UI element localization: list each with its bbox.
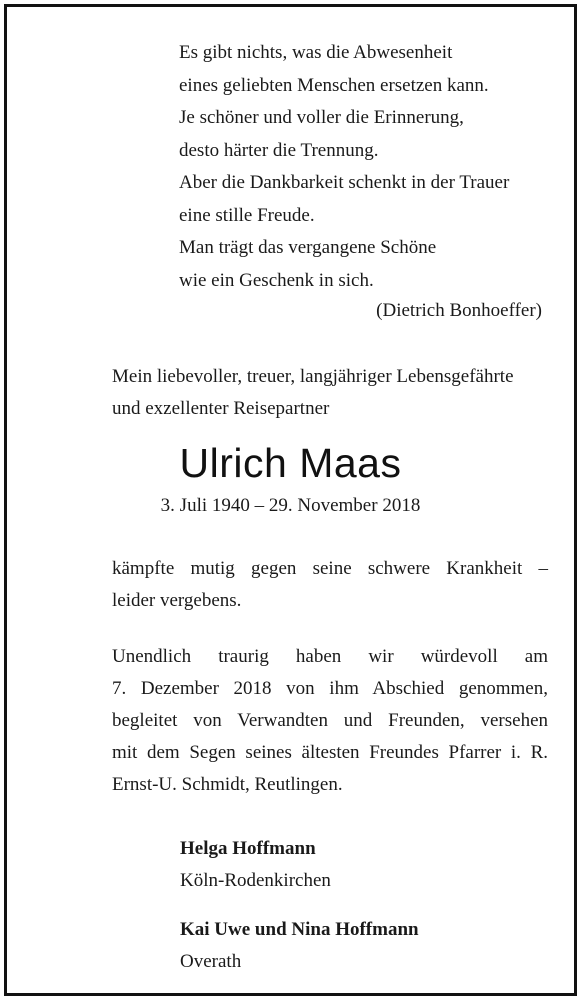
poem-line: eines geliebten Menschen ersetzen kann. <box>179 74 489 96</box>
paragraph-struggle <box>112 553 548 617</box>
mourner-name: Kai Uwe und Nina Hoffmann <box>180 919 419 940</box>
obituary-notice <box>4 4 577 996</box>
poem-line: eine stille Freude. <box>179 204 315 226</box>
mourner-name: Helga Hoffmann <box>180 838 316 859</box>
paragraph-line: 7. Dezember 2018 von ihm Abschied genommen, <box>112 678 548 699</box>
paragraph-line: mit dem Segen seines ältesten Freundes Pfarrer i. R. <box>112 742 548 763</box>
poem-line: Je schöner und voller die Erinnerung, <box>179 107 464 128</box>
paragraph-line: Ernst-U. Schmidt, Reutlingen. <box>112 774 343 795</box>
mourner-place: Overath <box>180 951 242 972</box>
mourner-place: Köln-Rodenkirchen <box>180 870 331 891</box>
paragraph-farewell <box>112 641 548 801</box>
intro-line: Mein liebevoller, treuer, langjähriger Lebensgefährte <box>112 366 514 387</box>
intro-text <box>112 361 552 425</box>
poem <box>179 37 549 297</box>
life-dates: 3. Juli 1940 – 29. November 2018 <box>160 495 421 516</box>
mourner <box>180 833 331 897</box>
poem-line: Es gibt nichts, was die Abwesenheit <box>179 42 453 63</box>
paragraph-line: leider vergebens. <box>112 590 242 611</box>
paragraph-line: kämpfte mutig gegen seine schwere Krankheit – <box>112 558 548 579</box>
paragraph-line: Unendlich traurig haben wir würdevoll am <box>112 646 548 667</box>
paragraph-line: begleitet von Verwandten und Freunden, versehen <box>112 710 548 731</box>
poem-attribution: (Dietrich Bonhoeffer) <box>376 300 542 321</box>
intro-line: und exzellenter Reisepartner <box>112 398 330 419</box>
poem-line: Aber die Dankbarkeit schenkt in der Trauer <box>179 172 510 193</box>
deceased-name: Ulrich Maas <box>179 440 402 486</box>
mourner <box>180 914 419 978</box>
poem-line: Man trägt das vergangene Schöne <box>179 237 437 258</box>
poem-line: desto härter die Trennung. <box>179 139 379 161</box>
poem-line: wie ein Geschenk in sich. <box>179 269 374 291</box>
